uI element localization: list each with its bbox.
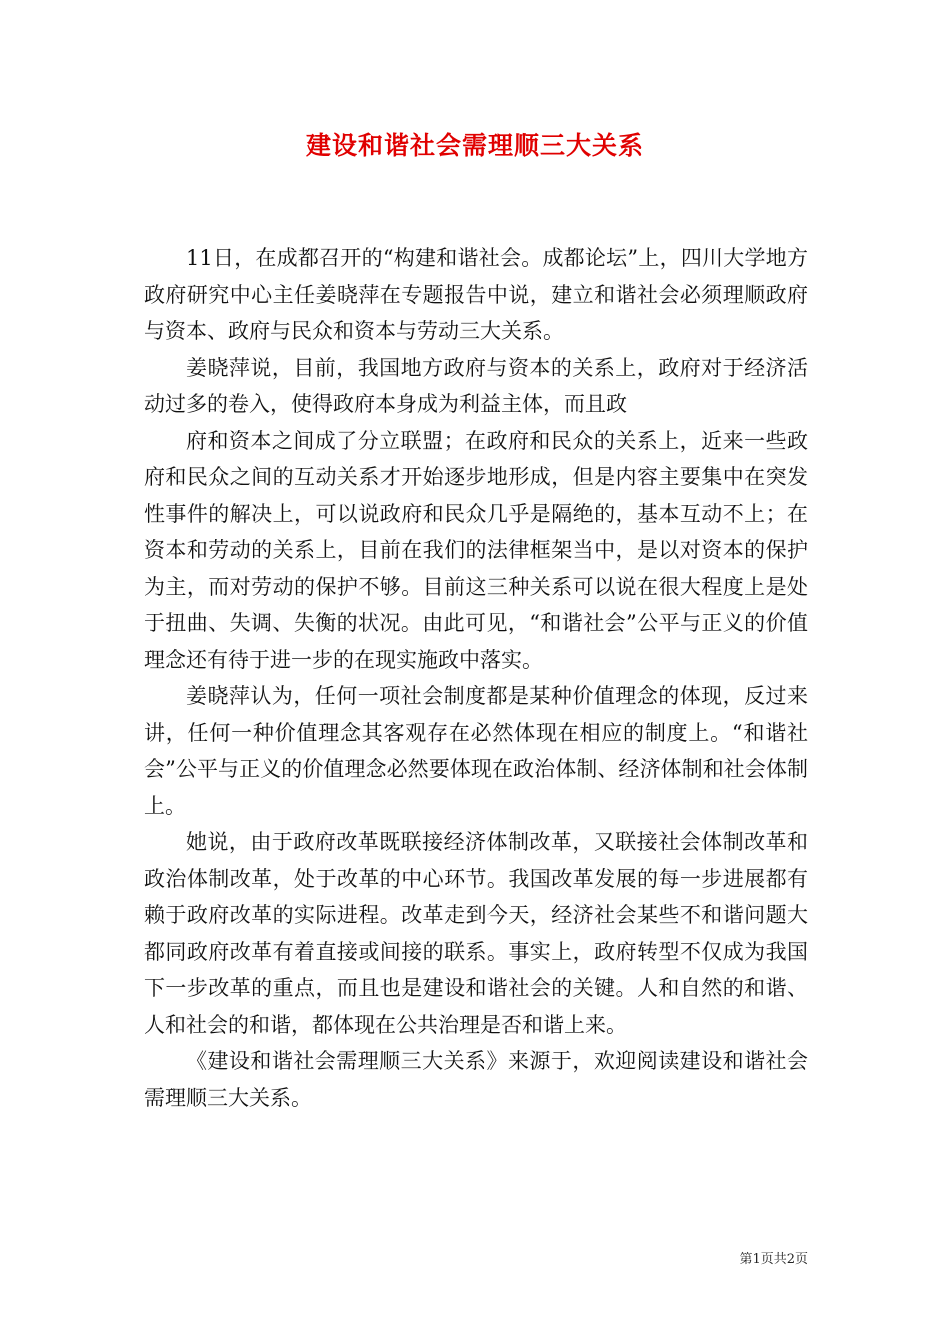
paragraph: 11日，在成都召开的“构建和谐社会。成都论坛”上，四川大学地方政府研究中心主任姜晓萍在专题报告中说，建立和谐社会必须理顺政府与资本、政府与民众和资本与劳动三大关系。 — [144, 246, 808, 343]
paragraph: 她说，由于政府改革既联接经济体制改革，又联接社会体制改革和政治体制改革，处于改革的中心环节。我国改革发展的每一步进展都有赖于政府改革的实际进程。改革走到今天，经济社会某些不和谐问题大都同政府改革有着直接或间接的联系。事实上，政府转型不仅成为我国下一步改革的重点，而且也是建设和谐社会的关键。人和自然的和谐、人和社会的和谐，都体现在公共治理是否和谐上来。 — [144, 830, 808, 1037]
paragraph: 姜晓萍认为，任何一项社会制度都是某种价值理念的体现，反过来讲，任何一种价值理念其客观存在必然体现在相应的制度上。“和谐社会”公平与正义的价值理念必然要体现在政治体制、经济体制和社会体制上。 — [144, 684, 808, 818]
page-title: 建设和谐社会需理顺三大关系 — [305, 131, 644, 160]
paragraph: 府和资本之间成了分立联盟；在政府和民众的关系上，近来一些政府和民众之间的互动关系才开始逐步地形成，但是内容主要集中在突发性事件的解决上，可以说政府和民众几乎是隔绝的，基本互动不上；在资本和劳动的关系上，目前在我们的法律框架当中，是以对资本的保护为主，而对劳动的保护不够。目前这三种关系可以说在很大程度上是处于扭曲、失调、失衡的状况。由此可见，“和谐社会”公平与正义的价值理念还有待于进一步的在现实施政中落实。 — [144, 428, 808, 672]
document-body — [144, 240, 808, 1116]
page-number: 第1页共2页 — [739, 1252, 808, 1267]
paragraph: 《建设和谐社会需理顺三大关系》来源于，欢迎阅读建设和谐社会需理顺三大关系。 — [144, 1049, 808, 1110]
paragraph: 姜晓萍说，目前，我国地方政府与资本的关系上，政府对于经济活动过多的卷入，使得政府本身成为利益主体，而且政 — [144, 355, 808, 416]
